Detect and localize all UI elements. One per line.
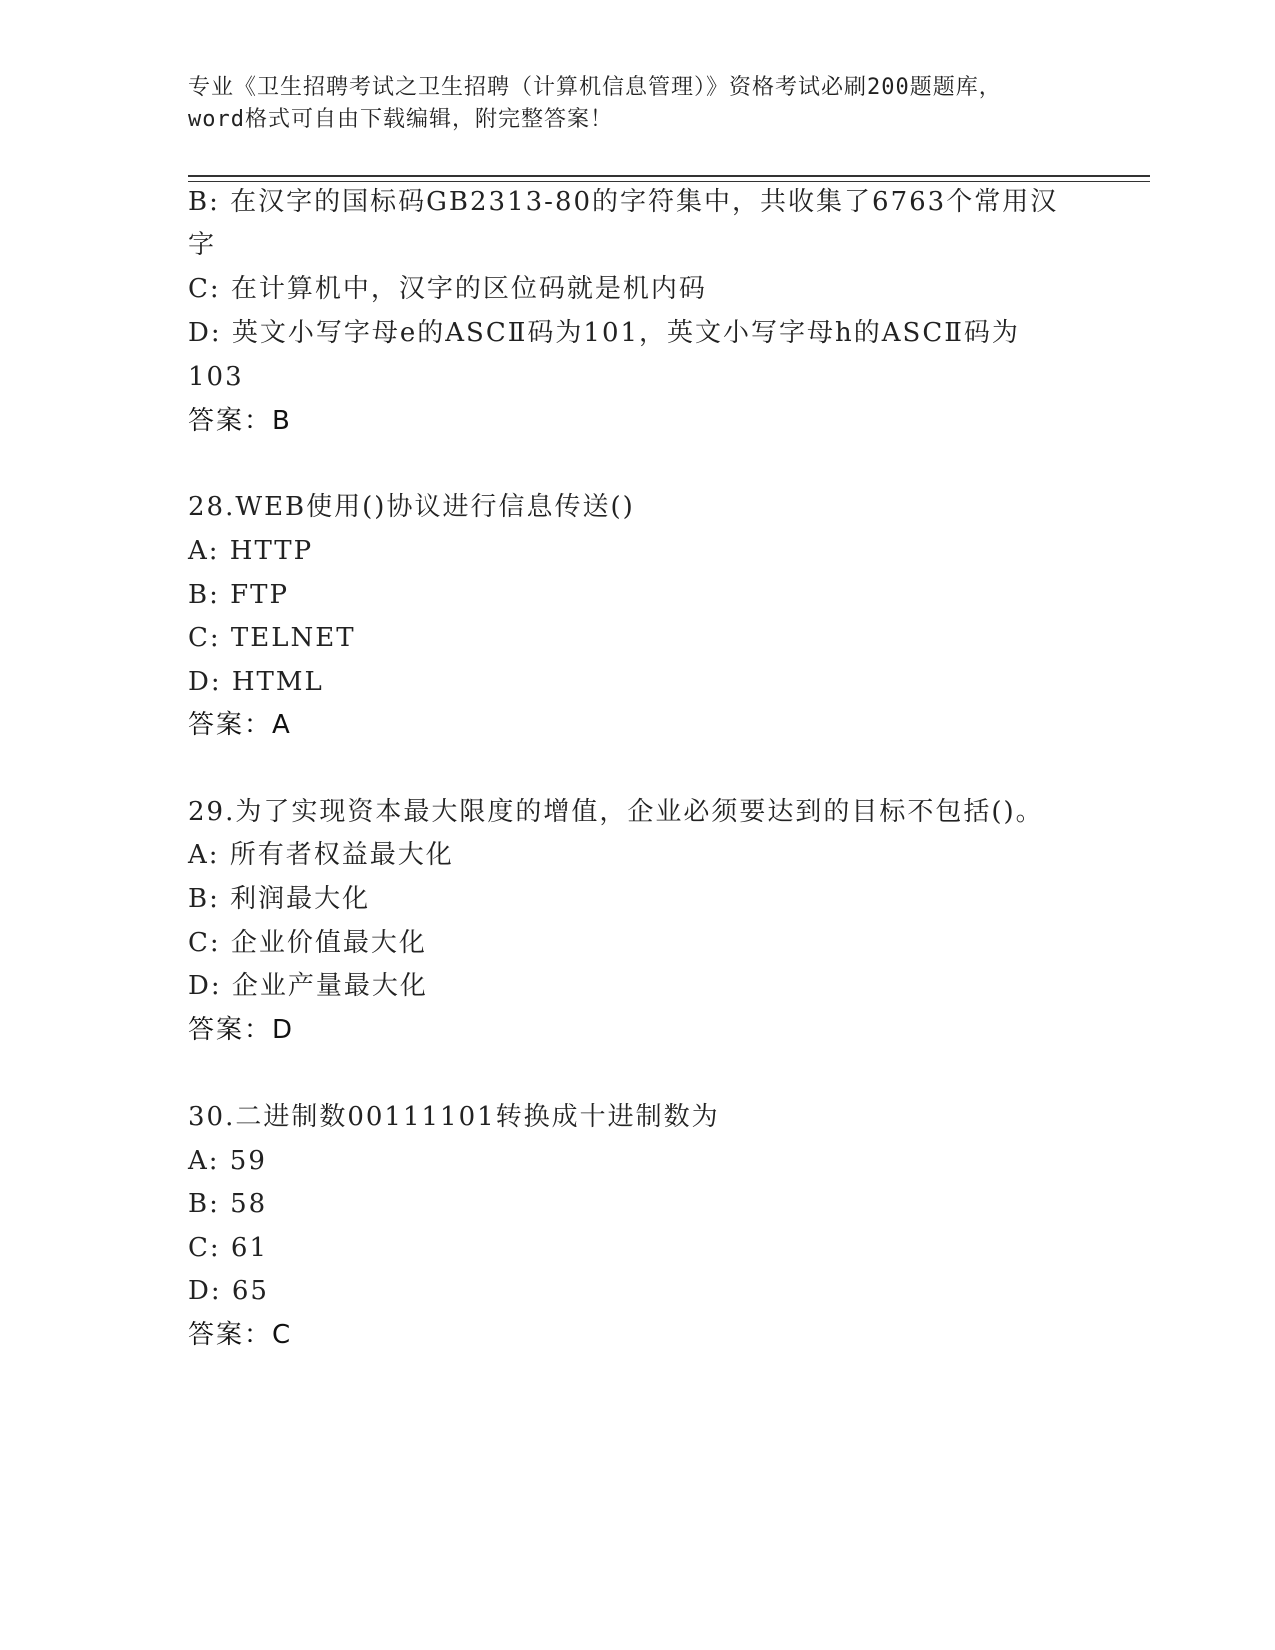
q30-answer: 答案：C (188, 1320, 293, 1350)
header-line-2: word格式可自由下载编辑，附完整答案！ (188, 107, 613, 132)
document-header (188, 72, 1088, 136)
q28-option-a: A: HTTP (188, 536, 314, 566)
q28-option-b: B: FTP (188, 580, 290, 610)
q27-option-d-line-2: 103 (188, 362, 244, 392)
q29-option-c: C: 企业价值最大化 (188, 928, 427, 958)
q28-answer: 答案：A (188, 710, 292, 740)
q27-answer: 答案：B (188, 406, 292, 436)
q29-option-d: D: 企业产量最大化 (188, 971, 428, 1001)
q29-question: 29.为了实现资本最大限度的增值，企业必须要达到的目标不包括()。 (188, 797, 1044, 827)
header-line-1: 专业《卫生招聘考试之卫生招聘（计算机信息管理）》资格考试必刷200题题库， (188, 75, 1002, 100)
q28-question: 28.WEB使用()协议进行信息传送() (188, 492, 635, 522)
header-divider-thick (188, 175, 1150, 177)
q30-option-b: B: 58 (188, 1189, 268, 1219)
q30-option-c: C: 61 (188, 1233, 269, 1263)
q29-option-a: A: 所有者权益最大化 (188, 840, 454, 870)
q28-option-c: C: TELNET (188, 623, 356, 653)
q30-question: 30.二进制数00111101转换成十进制数为 (188, 1102, 720, 1132)
q29-answer: 答案：D (188, 1015, 295, 1045)
q27-option-b-line-1: B: 在汉字的国标码GB2313-80的字符集中，共收集了6763个常用汉 (188, 187, 1059, 217)
q30-option-d: D: 65 (188, 1276, 269, 1306)
q29-option-b: B: 利润最大化 (188, 884, 371, 914)
q28-option-d: D: HTML (188, 667, 324, 697)
q27-option-b-line-2: 字 (188, 230, 217, 260)
q30-option-a: A: 59 (188, 1146, 267, 1176)
q27-option-d-line-1: D: 英文小写字母e的ASCⅡ码为101，英文小写字母h的ASCⅡ码为 (188, 318, 1020, 348)
header-divider-thin (188, 181, 1150, 182)
q27-option-c: C: 在计算机中，汉字的区位码就是机内码 (188, 274, 707, 304)
